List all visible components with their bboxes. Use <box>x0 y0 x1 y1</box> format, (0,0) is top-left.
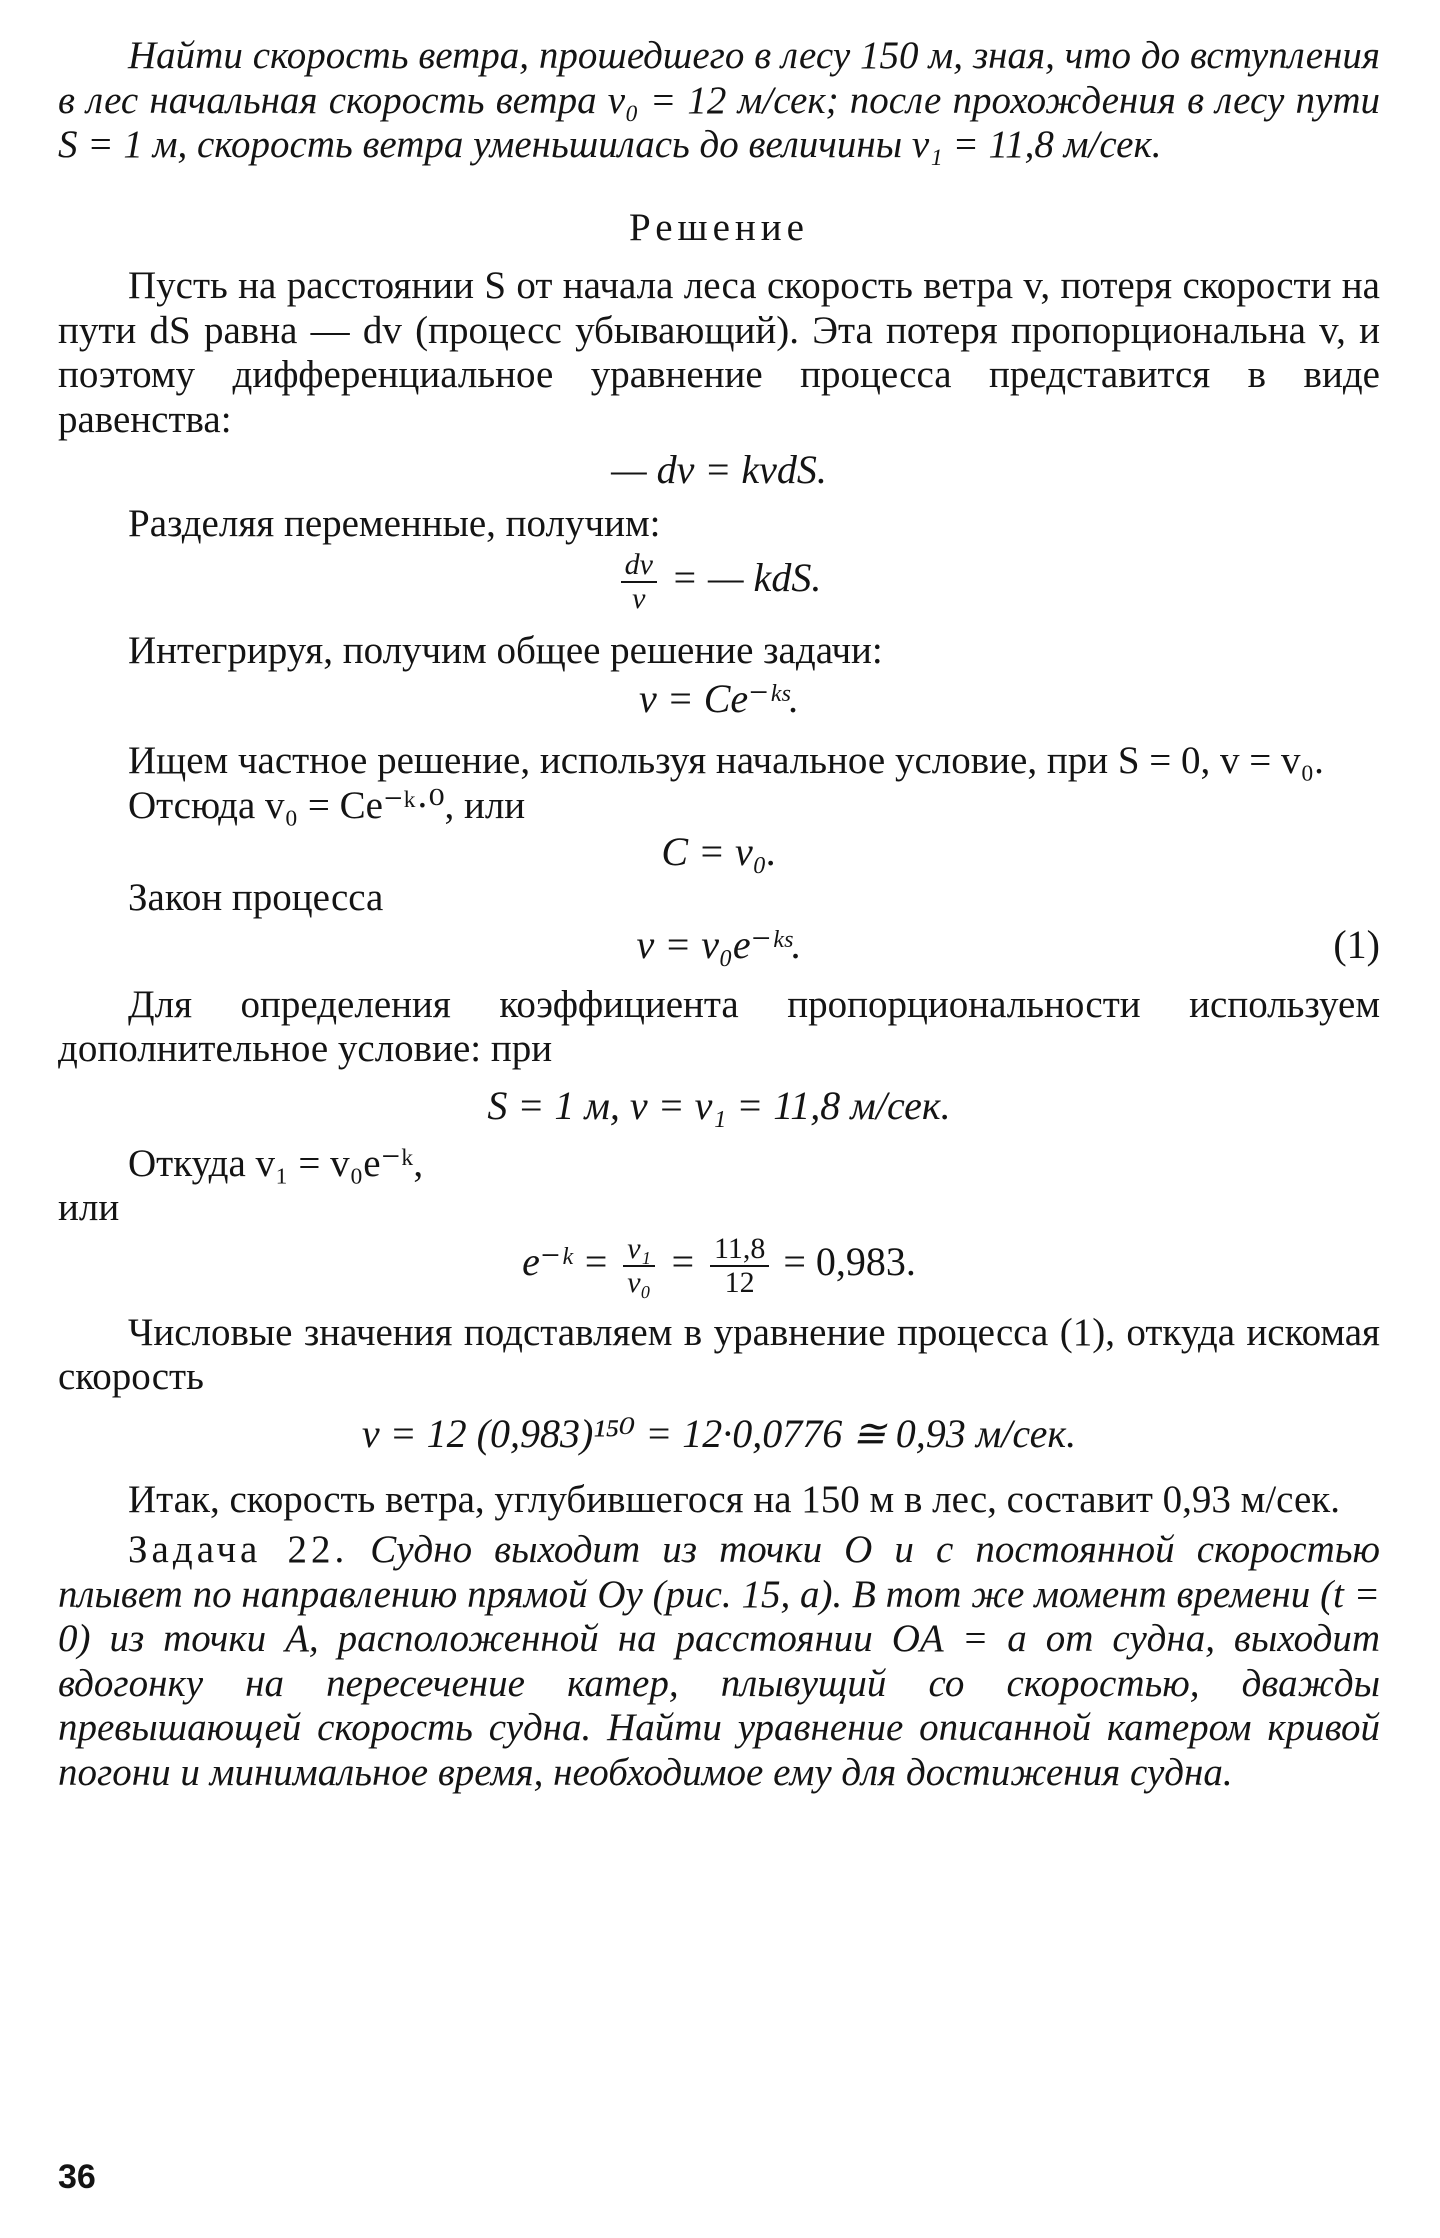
solution-heading: Решение <box>629 205 809 249</box>
equation-law: v = v₀e⁻ᵏˢ. <box>636 921 802 967</box>
task-22 <box>58 1528 1380 1795</box>
equation-differential: — dv = kvdS. <box>611 447 827 492</box>
page-content <box>58 34 1380 1795</box>
equation-separated-rhs: = — kdS. <box>671 554 822 600</box>
fraction-dv-over-v <box>621 549 657 615</box>
equation-ratio-equals: = <box>668 1238 696 1284</box>
page-number: 36 <box>58 2158 96 2196</box>
equation-ratio <box>58 1233 1380 1299</box>
equation-general-solution: v = Ce⁻ᵏˢ. <box>639 676 799 721</box>
paragraph-3: Интегрируя, получим общее решение задачи: <box>128 628 883 672</box>
paragraph-6: Закон процесса <box>128 876 384 919</box>
fraction-v1-over-v0 <box>623 1233 655 1299</box>
equation-ratio-lhs: e⁻ᵏ = <box>522 1238 610 1284</box>
paragraph-1: Пусть на расстоянии S от начала леса скорость ветра v, потеря скорости на пути dS равна — dv (процесс убывающий). Эта потеря пропорциональна v, и поэтому дифференциальное уравнение процесса представится в виде равенства: <box>58 264 1380 441</box>
fraction-numerator: dv <box>621 549 657 583</box>
task-22-text: Судно выходит из точки O и с постоянной скоростью плывет по направлению прямой Oy (рис. 15, a). В тот же момент времени (t = 0) из точки A, расположенной на расстоянии OA = a от судна, выходит вдогонку на пересечение катер, плывущий со скоростью, дважды превышающей скорость судна. Найти уравнение описанной катером кривой погони и минимальное время, необходимое ему для достижения судна. <box>58 1528 1380 1794</box>
fraction-numerator: v₁ <box>623 1233 655 1267</box>
equation-law-row <box>58 921 1380 969</box>
paragraph-5: Отсюда v₀ = Ce⁻ᵏ·⁰, или <box>128 783 526 827</box>
equation-result: v = 12 (0,983)¹⁵⁰ = 12·0,0776 ≅ 0,93 м/сек. <box>361 1410 1077 1456</box>
equation-constant: C = v₀. <box>661 829 777 874</box>
paragraph-9: Числовые значения подставляем в уравнение процесса (1), откуда искомая скорость <box>58 1310 1380 1398</box>
fraction-denominator: 12 <box>724 1265 755 1299</box>
equation-separated <box>58 549 1380 615</box>
paragraph-8-or: или <box>58 1186 120 1229</box>
fraction-numeric <box>710 1233 769 1299</box>
paragraph-7: Для определения коэффициента пропорциональности используем дополнительное условие: при <box>58 982 1380 1070</box>
fraction-denominator: v₀ <box>627 1265 651 1299</box>
equation-condition: S = 1 м, v = v₁ = 11,8 м/сек. <box>487 1082 951 1128</box>
equation-ratio-rhs: = 0,983. <box>783 1238 916 1284</box>
equation-number: (1) <box>1333 921 1380 967</box>
paragraph-2: Разделяя переменные, получим: <box>128 502 661 545</box>
task-22-label: Задача 22. <box>128 1528 349 1571</box>
paragraph-10: Итак, скорость ветра, углубившегося на 150 м в лес, составит 0,93 м/сек. <box>128 1477 1340 1521</box>
fraction-denominator: v <box>632 581 646 615</box>
fraction-numerator: 11,8 <box>710 1233 769 1267</box>
paragraph-8: Откуда v₁ = v₀e⁻ᵏ, <box>128 1141 424 1185</box>
paragraph-4: Ищем частное решение, используя начальное условие, при S = 0, v = v₀. <box>128 739 1324 782</box>
problem-statement: Найти скорость ветра, прошедшего в лесу 150 м, зная, что до вступления в лес начальная скорость ветра v₀ = 12 м/сек; после прохождения в лесу пути S = 1 м, скорость ветра уменьшилась до величины v₁ = 11,8 м/сек. <box>58 34 1380 166</box>
